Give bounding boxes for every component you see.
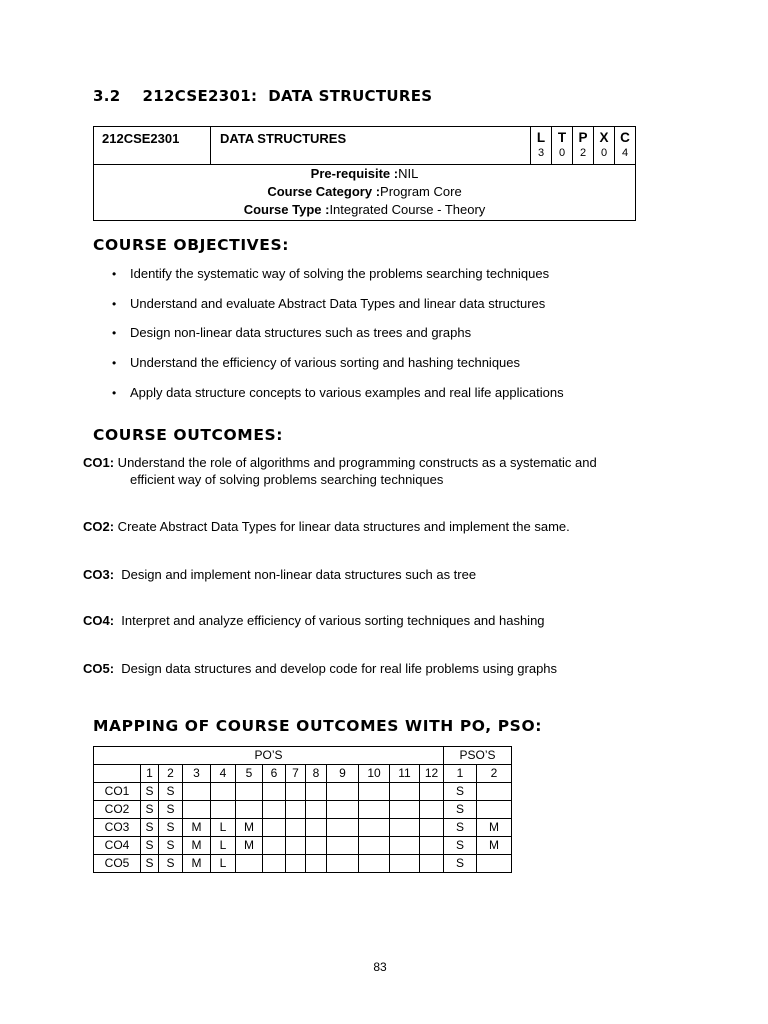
- po-number: 10: [359, 765, 390, 783]
- prerequisite-line: Pre-requisite :NIL: [310, 166, 419, 181]
- ltpxc-cell-p: [573, 127, 594, 165]
- pso-cell: S: [444, 801, 477, 819]
- po-cell: [390, 783, 420, 801]
- po-number: 7: [286, 765, 306, 783]
- po-cell: S: [159, 801, 183, 819]
- list-item: • Design non-linear data structures such as trees and graphs: [112, 323, 564, 353]
- po-cell: M: [183, 855, 211, 873]
- bullet-icon: •: [112, 296, 117, 311]
- po-cell: S: [141, 819, 159, 837]
- po-cell: M: [183, 819, 211, 837]
- po-cell: [359, 819, 390, 837]
- po-cell: [286, 801, 306, 819]
- po-cell: [286, 783, 306, 801]
- po-cell: [420, 837, 444, 855]
- po-cell: [306, 801, 327, 819]
- table-row: [94, 801, 512, 819]
- po-number: 6: [263, 765, 286, 783]
- po-cell: S: [141, 855, 159, 873]
- po-cell: S: [159, 837, 183, 855]
- po-cell: [420, 855, 444, 873]
- po-cell: [236, 855, 263, 873]
- objectives-list: [112, 264, 564, 412]
- po-cell: [211, 801, 236, 819]
- po-cell: [390, 819, 420, 837]
- po-cell: S: [141, 801, 159, 819]
- po-cell: [183, 801, 211, 819]
- po-cell: [236, 801, 263, 819]
- list-item: • Understand and evaluate Abstract Data Types and linear data structures: [112, 294, 564, 324]
- section-title: 3.2 212CSE2301: DATA STRUCTURES: [93, 87, 433, 105]
- course-info-table: [93, 126, 636, 221]
- outcome-co5: CO5: Design data structures and develop code for real life problems using graphs: [83, 661, 558, 676]
- po-cell: [263, 855, 286, 873]
- po-cell: [390, 801, 420, 819]
- course-name: DATA STRUCTURES: [211, 127, 531, 165]
- po-cell: M: [183, 837, 211, 855]
- po-cell: [263, 819, 286, 837]
- po-cell: S: [141, 837, 159, 855]
- po-number: 12: [420, 765, 444, 783]
- table-header-row: [94, 747, 512, 765]
- pso-cell: S: [444, 819, 477, 837]
- po-cell: [327, 855, 359, 873]
- po-cell: [327, 783, 359, 801]
- po-cell: [420, 819, 444, 837]
- co-label: CO5: [94, 855, 141, 873]
- ltpxc-value: 4: [621, 147, 629, 159]
- bullet-icon: •: [112, 385, 117, 400]
- pso-cell: S: [444, 783, 477, 801]
- po-cell: [390, 855, 420, 873]
- ltpxc-cell-c: [615, 127, 636, 165]
- po-cell: M: [236, 837, 263, 855]
- po-cell: S: [141, 783, 159, 801]
- po-cell: [327, 837, 359, 855]
- po-cell: [359, 837, 390, 855]
- bullet-icon: •: [112, 326, 117, 341]
- po-number: 2: [159, 765, 183, 783]
- co-label: CO4: [94, 837, 141, 855]
- bullet-icon: •: [112, 267, 117, 281]
- po-cell: S: [159, 819, 183, 837]
- mapping-table: [93, 746, 512, 873]
- ltpxc-cell-x: [594, 127, 615, 165]
- po-header: PO’S: [94, 747, 444, 765]
- po-cell: [236, 783, 263, 801]
- co-label: CO2: [94, 801, 141, 819]
- po-number: 8: [306, 765, 327, 783]
- po-cell: [286, 819, 306, 837]
- ltpxc-header: L: [536, 130, 546, 145]
- table-row: [94, 819, 512, 837]
- co-label: CO1: [94, 783, 141, 801]
- po-cell: [286, 837, 306, 855]
- po-cell: [306, 819, 327, 837]
- po-cell: [327, 801, 359, 819]
- po-cell: [263, 837, 286, 855]
- ltpxc-value: 2: [579, 147, 587, 159]
- table-header-row: [94, 765, 512, 783]
- table-row: [94, 837, 512, 855]
- po-cell: [183, 783, 211, 801]
- pso-cell: S: [444, 837, 477, 855]
- course-meta: [94, 165, 636, 221]
- pso-cell: M: [477, 837, 512, 855]
- po-number: 9: [327, 765, 359, 783]
- ltpxc-value: 3: [537, 147, 545, 159]
- pso-cell: [477, 855, 512, 873]
- po-cell: L: [211, 855, 236, 873]
- po-cell: [306, 855, 327, 873]
- course-type-line: Course Type :Integrated Course - Theory: [243, 202, 486, 217]
- ltpxc-header: T: [557, 130, 567, 145]
- ltpxc-value: 0: [600, 147, 608, 159]
- po-cell: [420, 801, 444, 819]
- po-cell: [306, 783, 327, 801]
- pso-cell: [477, 801, 512, 819]
- pso-cell: M: [477, 819, 512, 837]
- po-cell: [359, 855, 390, 873]
- po-cell: [420, 783, 444, 801]
- po-cell: [390, 837, 420, 855]
- objectives-heading: COURSE OBJECTIVES:: [93, 236, 290, 254]
- outcome-co1: CO1: Understand the role of algorithms and programming constructs as a systematic and efficient way of solving problems searching techniques: [83, 454, 683, 488]
- ltpxc-header: X: [599, 130, 609, 145]
- po-number: 3: [183, 765, 211, 783]
- po-cell: L: [211, 819, 236, 837]
- ltpxc-header: P: [578, 130, 588, 145]
- bullet-icon: •: [112, 356, 117, 371]
- co-label: CO3: [94, 819, 141, 837]
- page-number: 83: [373, 960, 387, 974]
- po-number: 1: [141, 765, 159, 783]
- po-number: 5: [236, 765, 263, 783]
- po-cell: [286, 855, 306, 873]
- po-cell: [306, 837, 327, 855]
- outcome-co2: CO2: Create Abstract Data Types for linear data structures and implement the same.: [83, 519, 570, 534]
- po-cell: [263, 783, 286, 801]
- pso-cell: [477, 783, 512, 801]
- po-cell: [211, 783, 236, 801]
- course-code: 212CSE2301: [94, 127, 211, 165]
- course-category-line: Course Category :Program Core: [267, 184, 462, 199]
- po-cell: S: [159, 855, 183, 873]
- mapping-heading: MAPPING OF COURSE OUTCOMES WITH PO, PSO:: [93, 717, 543, 735]
- list-item: • Understand the efficiency of various sorting and hashing techniques: [112, 353, 564, 383]
- ltpxc-header: C: [620, 130, 630, 145]
- table-row: [94, 783, 512, 801]
- po-cell: M: [236, 819, 263, 837]
- outcomes-heading: COURSE OUTCOMES:: [93, 426, 284, 444]
- po-cell: [263, 801, 286, 819]
- po-number: 4: [211, 765, 236, 783]
- pso-cell: S: [444, 855, 477, 873]
- pso-number: 1: [444, 765, 477, 783]
- po-cell: [327, 819, 359, 837]
- list-item: • Identify the systematic way of solving the problems searching techniques: [112, 264, 564, 294]
- outcome-co4: CO4: Interpret and analyze efficiency of various sorting techniques and hashing: [83, 613, 545, 628]
- outcome-continuation: efficient way of solving problems searching techniques: [130, 472, 444, 487]
- po-cell: L: [211, 837, 236, 855]
- list-item: • Apply data structure concepts to various examples and real life applications: [112, 383, 564, 413]
- po-cell: S: [159, 783, 183, 801]
- po-cell: [359, 783, 390, 801]
- po-cell: [359, 801, 390, 819]
- pso-header: PSO’S: [444, 747, 512, 765]
- table-row: [94, 855, 512, 873]
- ltpxc-value: 0: [558, 147, 566, 159]
- ltpxc-cell-l: [531, 127, 552, 165]
- corner-cell: [94, 765, 141, 783]
- ltpxc-cell-t: [552, 127, 573, 165]
- outcome-co3: CO3: Design and implement non-linear data structures such as tree: [83, 567, 477, 582]
- po-number: 11: [390, 765, 420, 783]
- pso-number: 2: [477, 765, 512, 783]
